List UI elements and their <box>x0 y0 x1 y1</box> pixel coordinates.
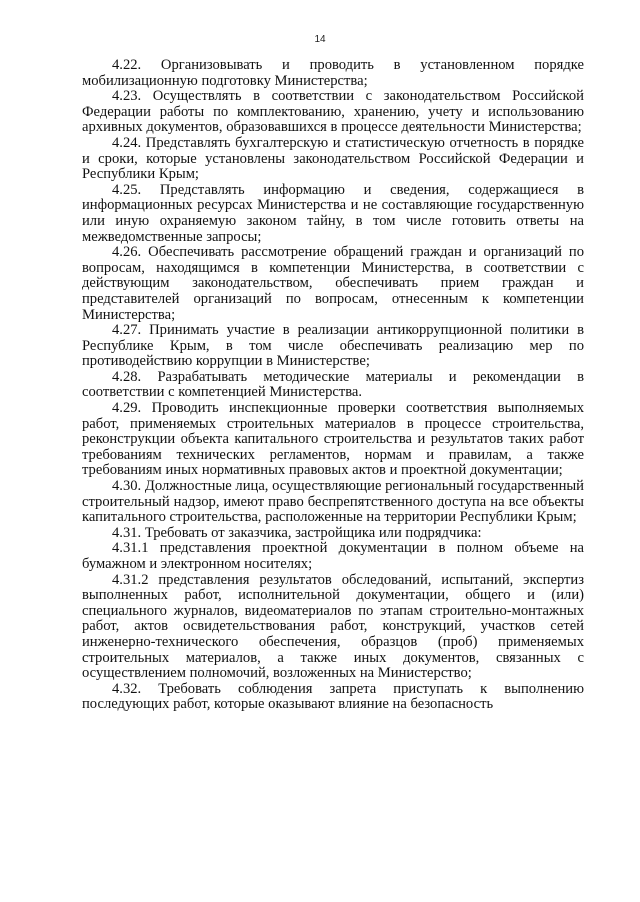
paragraph-4-28: 4.28. Разрабатывать методические материалы и рекомендации в соответствии с компетенцией Министерства. <box>82 368 584 401</box>
paragraph-4-31-1: 4.31.1 представления проектной документации в полном объеме на бумажном и электронном носителях; <box>82 540 584 572</box>
paragraph-4-32: 4.32. Требовать соблюдения запрета приступать к выполнению последующих работ, которые оказывают влияние на безопасность <box>82 680 584 713</box>
document-body <box>82 58 584 713</box>
paragraph-4-24: 4.24. Представлять бухгалтерскую и статистическую отчетность в порядке и сроки, которые установлены законодательством Российской Федерации и Республики Крым; <box>82 134 584 183</box>
paragraph-4-30: 4.30. Должностные лица, осуществляющие региональный государственный строительный надзор, имеют право беспрепятственного доступа на все объекты капитального строительства, расположенные на территории Республики Крым; <box>82 478 584 526</box>
paragraph-4-29: 4.29. Проводить инспекционные проверки соответствия выполняемых работ, применяемых строительных материалов в процессе строительства, реконструкции объекта капитального строительства и результатов таких работ требованиям технических регламентов, нормам и правилам, а также требованиям иных нормативных правовых актов и проектной документации; <box>82 400 584 479</box>
paragraph-4-26: 4.26. Обеспечивать рассмотрение обращений граждан и организаций по вопросам, находящимся в компетенции Министерства, в соответствии с действующим законодательством, обеспечивать прием граждан и представителей организаций по вопросам, отнесенным к компетенции Министерства; <box>82 244 584 323</box>
paragraph-4-31: 4.31. Требовать от заказчика, застройщика или подрядчика: <box>112 524 482 541</box>
paragraph-4-31-2: 4.31.2 представления результатов обследований, испытаний, экспертиз выполненных работ, исполнительной документации, общего и (или) специального журналов, видеоматериалов по этапам строительно-монтажных работ, актов освидетельствования работ, конструкций, участков сетей инженерно-технического обеспечения, образцов (проб) применяемых строительных материалов, а также иных документов, связанных с осуществлением полномочий, возложенных на Министерство; <box>82 571 584 682</box>
paragraph-4-27: 4.27. Принимать участие в реализации антикоррупционной политики в Республике Крым, в том числе обеспечивать реализацию мер по противодействию коррупции в Министерстве; <box>82 322 584 370</box>
paragraph-4-23: 4.23. Осуществлять в соответствии с законодательством Российской Федерации работы по комплектованию, хранению, учету и использованию архивных документов, образовавшихся в процессе деятельности Министерства; <box>82 88 584 136</box>
page-number: 14 <box>314 34 326 45</box>
paragraph-4-25: 4.25. Представлять информацию и сведения, содержащиеся в информационных ресурсах Министерства и не составляющие государственную или иную охраняемую законом тайну, в том числе готовить ответы на межведомственные запросы; <box>82 181 584 245</box>
paragraph-4-22: 4.22. Организовывать и проводить в установленном порядке мобилизационную подготовку Министерства; <box>82 57 584 89</box>
